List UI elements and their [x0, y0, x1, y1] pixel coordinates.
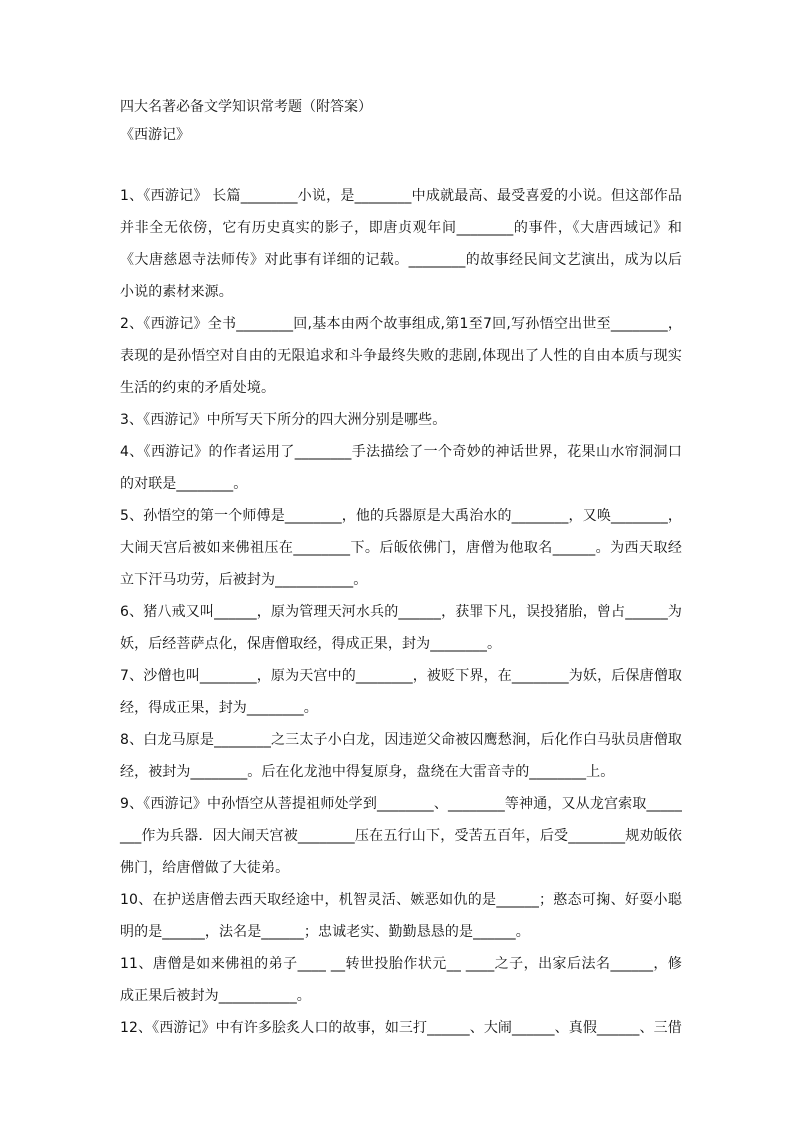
- question-item: [120, 404, 682, 436]
- question-item: [120, 1012, 682, 1044]
- question-item: [120, 788, 682, 884]
- question-text: 6、猪八戒又叫______，原为管理天河水兵的______，获罪下凡，误投猪胎，曾占______为妖，后经菩萨点化，保唐僧取经，得成正果，封为________。: [120, 604, 682, 652]
- document-subtitle: 《西游记》: [120, 127, 190, 143]
- question-text: 8、白龙马原是________之三太子小白龙，因违逆父命被囚鹰愁涧，后化作白马驮员唐僧取经，被封为________。后在化龙池中得复原身，盘绕在大雷音寺的________上。: [120, 732, 682, 780]
- question-item: [120, 180, 682, 308]
- question-text: 5、孙悟空的第一个师傅是________，他的兵器原是大禹治水的________，又唤________，大闹天宫后被如来佛祖压在________下。后皈依佛门，唐僧为他取名______。为西天取经立下汗马功劳，后被封为___________。: [120, 508, 682, 588]
- question-item: [120, 724, 682, 788]
- document-title: 四大名著必备文学知识常考题（附答案）: [120, 99, 372, 115]
- question-text: 9、《西游记》中孙悟空从菩提祖师处学到________、________等神通，又从龙宫索取________作为兵器．因大闹天宫被________压在五行山下，受苦五百年，后受________规劝皈依佛门，给唐僧做了大徒弟。: [120, 796, 682, 876]
- question-text: 11、唐僧是如来佛祖的弟子____ __转世投胎作状元__ ____之子，出家后法名______，修成正果后被封为___________。: [120, 956, 682, 1004]
- question-item: [120, 596, 682, 660]
- question-text: 4、《西游记》的作者运用了________手法描绘了一个奇妙的神话世界，花果山水帘洞洞口的对联是________。: [120, 444, 682, 492]
- question-text: 1、《西游记》 长篇________小说，是________中成就最高、最受喜爱的小说。但这部作品并非全无依傍，它有历史真实的影子，即唐贞观年间________的事件，《大唐西域记》和《大唐慈恩寺法师传》对此事有详细的记载。________的故事经民间文艺演出，成为以后小说的素材来源。: [120, 188, 682, 300]
- question-text: 3、《西游记》中所写天下所分的四大洲分别是哪些。: [120, 412, 447, 428]
- document-page: [120, 96, 682, 1044]
- question-text: 7、沙僧也叫________，原为天宫中的________，被贬下界，在________为妖，后保唐僧取经，得成正果，封为________。: [120, 668, 682, 716]
- question-text: 12、《西游记》中有许多脍炙人口的故事，如三打______、大闹______、真假______、三借: [120, 1020, 682, 1036]
- question-text: 2、《西游记》全书________回,基本由两个故事组成,第1至7回,写孙悟空出世至________，表现的是孙悟空对自由的无限追求和斗争最终失败的悲剧,体现出了人性的自由本质与现实生活的约束的矛盾处境。: [120, 316, 682, 396]
- question-item: [120, 500, 682, 596]
- question-item: [120, 660, 682, 724]
- question-item: [120, 884, 682, 948]
- question-item: [120, 948, 682, 1012]
- question-list: [120, 180, 682, 1044]
- question-text: 10、在护送唐僧去西天取经途中，机智灵活、嫉恶如仇的是______；憨态可掬、好耍小聪明的是______，法名是______；忠诚老实、勤勤恳恳的是______。: [120, 892, 682, 940]
- question-item: [120, 436, 682, 500]
- question-item: [120, 308, 682, 404]
